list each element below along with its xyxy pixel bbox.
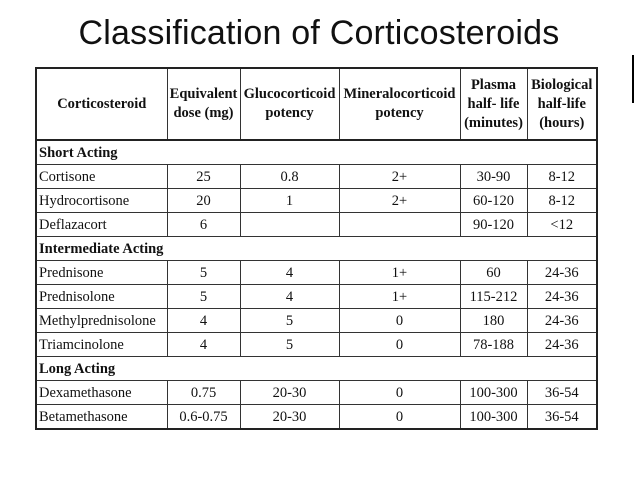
glucocorticoid-potency-cell: 20-30 bbox=[240, 405, 339, 430]
biological-half-life-cell: 24-36 bbox=[527, 309, 597, 333]
mineralocorticoid-potency-cell: 2+ bbox=[339, 165, 460, 189]
equivalent-dose-cell: 0.75 bbox=[167, 381, 240, 405]
mineralocorticoid-potency-cell: 0 bbox=[339, 309, 460, 333]
glucocorticoid-potency-cell: 0.8 bbox=[240, 165, 339, 189]
plasma-half-life-cell: 180 bbox=[460, 309, 527, 333]
plasma-half-life-cell: 78-188 bbox=[460, 333, 527, 357]
glucocorticoid-potency-cell: 20-30 bbox=[240, 381, 339, 405]
glucocorticoid-potency-cell: 1 bbox=[240, 189, 339, 213]
table-row bbox=[36, 333, 597, 357]
equivalent-dose-cell: 5 bbox=[167, 261, 240, 285]
header-row bbox=[36, 68, 597, 140]
table-row bbox=[36, 213, 597, 237]
equivalent-dose-cell: 4 bbox=[167, 309, 240, 333]
drug-name-cell: Deflazacort bbox=[36, 213, 167, 237]
biological-half-life-cell: 24-36 bbox=[527, 285, 597, 309]
header-equivalent-dose: Equivalent dose (mg) bbox=[167, 68, 240, 140]
table-body bbox=[36, 140, 597, 429]
section-label: Short Acting bbox=[36, 140, 597, 165]
mineralocorticoid-potency-cell bbox=[339, 213, 460, 237]
table-row bbox=[36, 309, 597, 333]
page-title: Classification of Corticosteroids bbox=[78, 14, 560, 52]
drug-name-cell: Triamcinolone bbox=[36, 333, 167, 357]
glucocorticoid-potency-cell: 5 bbox=[240, 333, 339, 357]
plasma-half-life-cell: 30-90 bbox=[460, 165, 527, 189]
mineralocorticoid-potency-cell: 1+ bbox=[339, 285, 460, 309]
section-label: Intermediate Acting bbox=[36, 237, 597, 261]
plasma-half-life-cell: 60 bbox=[460, 261, 527, 285]
drug-name-cell: Dexamethasone bbox=[36, 381, 167, 405]
plasma-half-life-cell: 60-120 bbox=[460, 189, 527, 213]
glucocorticoid-potency-cell: 5 bbox=[240, 309, 339, 333]
biological-half-life-cell: 36-54 bbox=[527, 381, 597, 405]
mineralocorticoid-potency-cell: 0 bbox=[339, 333, 460, 357]
mineralocorticoid-potency-cell: 0 bbox=[339, 381, 460, 405]
biological-half-life-cell: 8-12 bbox=[527, 165, 597, 189]
equivalent-dose-cell: 0.6-0.75 bbox=[167, 405, 240, 430]
drug-name-cell: Prednisolone bbox=[36, 285, 167, 309]
table-row bbox=[36, 189, 597, 213]
equivalent-dose-cell: 5 bbox=[167, 285, 240, 309]
section-label: Long Acting bbox=[36, 357, 597, 381]
header-corticosteroid: Corticosteroid bbox=[36, 68, 167, 140]
header-biological-half-life: Biological half-life (hours) bbox=[527, 68, 597, 140]
plasma-half-life-cell: 100-300 bbox=[460, 381, 527, 405]
section-row bbox=[36, 140, 597, 165]
equivalent-dose-cell: 20 bbox=[167, 189, 240, 213]
plasma-half-life-cell: 115-212 bbox=[460, 285, 527, 309]
biological-half-life-cell: 24-36 bbox=[527, 261, 597, 285]
header-mineralocorticoid-potency: Mineralocorticoid potency bbox=[339, 68, 460, 140]
drug-name-cell: Betamethasone bbox=[36, 405, 167, 430]
table-row bbox=[36, 165, 597, 189]
glucocorticoid-potency-cell bbox=[240, 213, 339, 237]
biological-half-life-cell: 8-12 bbox=[527, 189, 597, 213]
table-row bbox=[36, 405, 597, 430]
equivalent-dose-cell: 4 bbox=[167, 333, 240, 357]
mineralocorticoid-potency-cell: 1+ bbox=[339, 261, 460, 285]
section-row bbox=[36, 237, 597, 261]
glucocorticoid-potency-cell: 4 bbox=[240, 261, 339, 285]
biological-half-life-cell: 24-36 bbox=[527, 333, 597, 357]
table-row bbox=[36, 285, 597, 309]
edge-divider bbox=[632, 55, 634, 103]
equivalent-dose-cell: 25 bbox=[167, 165, 240, 189]
equivalent-dose-cell: 6 bbox=[167, 213, 240, 237]
corticosteroid-table bbox=[35, 67, 598, 430]
section-row bbox=[36, 357, 597, 381]
plasma-half-life-cell: 100-300 bbox=[460, 405, 527, 430]
plasma-half-life-cell: 90-120 bbox=[460, 213, 527, 237]
biological-half-life-cell: <12 bbox=[527, 213, 597, 237]
drug-name-cell: Cortisone bbox=[36, 165, 167, 189]
glucocorticoid-potency-cell: 4 bbox=[240, 285, 339, 309]
table-row bbox=[36, 261, 597, 285]
corticosteroid-table-container bbox=[35, 67, 598, 430]
header-plasma-half-life: Plasma half- life (minutes) bbox=[460, 68, 527, 140]
mineralocorticoid-potency-cell: 2+ bbox=[339, 189, 460, 213]
header-glucocorticoid-potency: Glucocorticoid potency bbox=[240, 68, 339, 140]
drug-name-cell: Methylprednisolone bbox=[36, 309, 167, 333]
drug-name-cell: Prednisone bbox=[36, 261, 167, 285]
drug-name-cell: Hydrocortisone bbox=[36, 189, 167, 213]
mineralocorticoid-potency-cell: 0 bbox=[339, 405, 460, 430]
table-row bbox=[36, 381, 597, 405]
biological-half-life-cell: 36-54 bbox=[527, 405, 597, 430]
